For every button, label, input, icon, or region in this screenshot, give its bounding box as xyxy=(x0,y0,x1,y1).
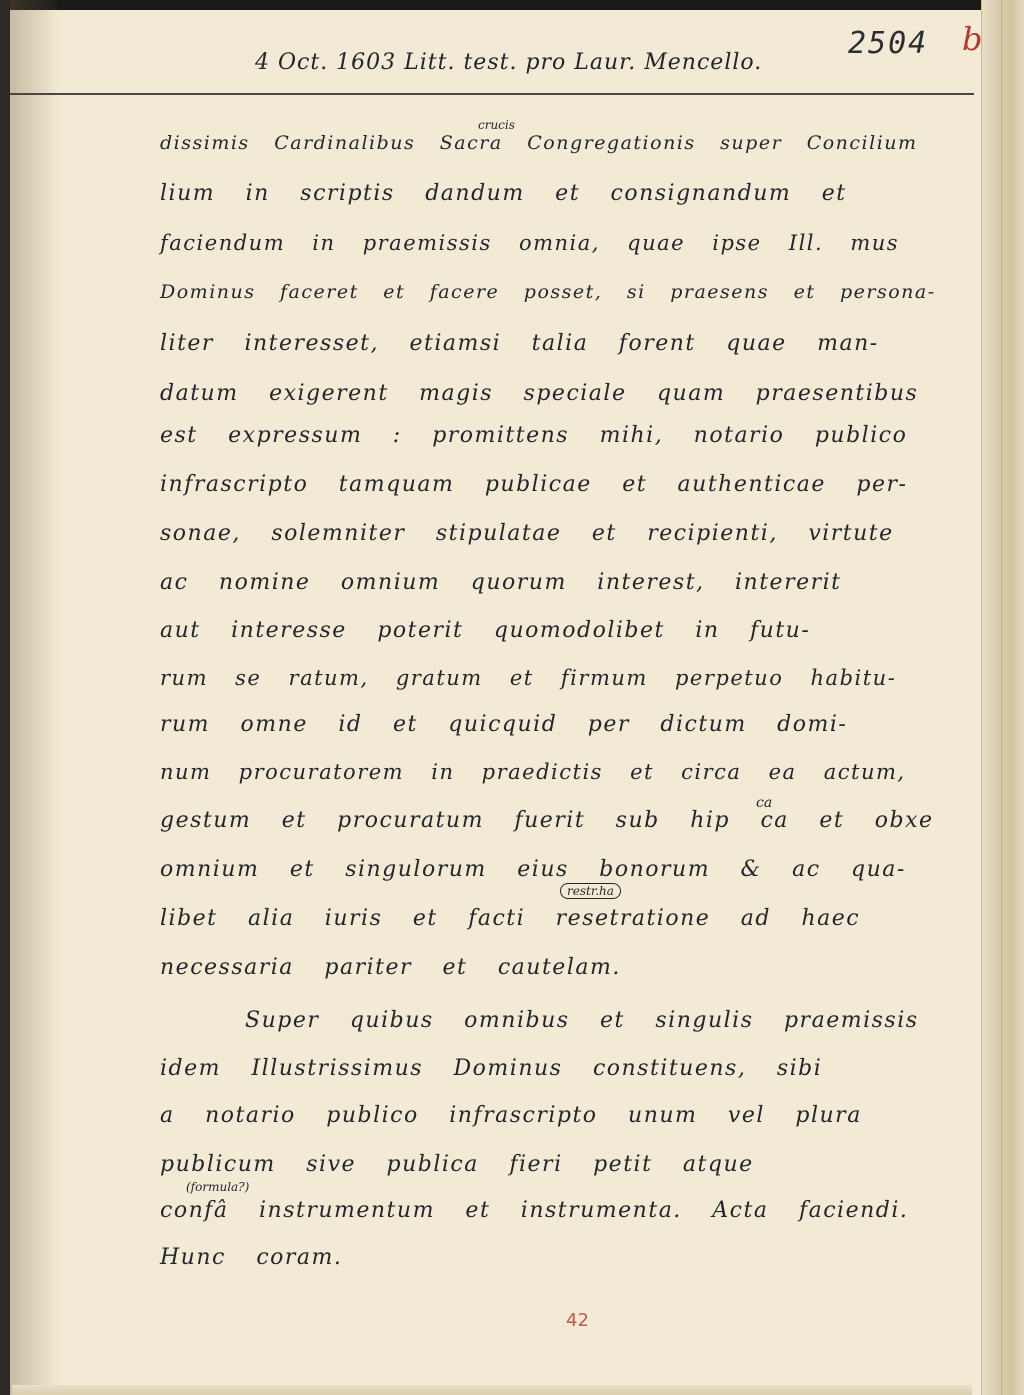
text-line: faciendum in praemissis omnia, quae ipse Ill. mus xyxy=(160,231,900,255)
text-line: omnium et singulorum eius bonorum & ac qua- xyxy=(160,857,906,882)
text-line: sonae, solemniter stipulatae et recipienti, virtute xyxy=(160,521,894,546)
text-line: a notario publico infrascripto unum vel plura xyxy=(160,1103,862,1128)
scan-left-edge xyxy=(0,0,10,1395)
text-line: confâ instrumentum et instrumenta. Acta faciendi. xyxy=(160,1198,909,1223)
text-line: est expressum : promittens mihi, notario publico xyxy=(160,423,908,448)
text-line: Super quibus omnibus et singulis praemissis xyxy=(245,1008,919,1033)
red-marginal-mark: b xyxy=(962,20,983,58)
interlinear-formula: (formula?) xyxy=(186,1180,250,1194)
page-shadow xyxy=(10,0,60,1395)
scan-top-edge xyxy=(0,0,1024,10)
folio-number: 2504 xyxy=(848,26,929,61)
header-rule xyxy=(10,93,974,95)
text-line: lium in scriptis dandum et consignandum et xyxy=(160,181,847,206)
text-line: dissimis Cardinalibus Sacra Congregationis super Concilium xyxy=(160,132,918,154)
text-line: publicum sive publica fieri petit atque xyxy=(160,1152,754,1177)
text-line: num procuratorem in praedictis et circa ea actum, xyxy=(160,760,906,784)
text-line: ac nomine omnium quorum interest, intererit xyxy=(160,570,842,595)
page-number: 42 xyxy=(566,1310,589,1331)
text-line: necessaria pariter et cautelam. xyxy=(160,955,621,980)
page-header: 4 Oct. 1603 Litt. test. pro Laur. Mencello. xyxy=(255,50,763,75)
interlinear-ca: ca xyxy=(756,795,773,811)
text-line: aut interesse poterit quomodolibet in futu- xyxy=(160,618,811,643)
interlinear-crucis: crucis xyxy=(478,118,515,132)
text-line: liter interesset, etiamsi talia forent quae man- xyxy=(160,331,879,356)
text-line: gestum et procuratum fuerit sub hip ca et obxe xyxy=(160,808,934,833)
text-line: libet alia iuris et facti resetratione ad haec xyxy=(160,906,861,931)
book-binding xyxy=(981,0,1024,1395)
text-line: Hunc coram. xyxy=(160,1245,343,1270)
text-line: infrascripto tamquam publicae et authenticae per- xyxy=(160,472,908,497)
text-line: idem Illustrissimus Dominus constituens, sibi xyxy=(160,1056,823,1081)
text-line: datum exigerent magis speciale quam praesentibus xyxy=(160,381,919,406)
text-line: rum se ratum, gratum et firmum perpetuo habitu- xyxy=(160,666,897,690)
text-line: Dominus faceret et facere posset, si praesens et persona- xyxy=(160,281,936,303)
interlinear-restrictione: restr.ha xyxy=(560,883,621,899)
text-line: rum omne id et quicquid per dictum domi- xyxy=(160,712,848,737)
page-bottom-edge xyxy=(12,1385,972,1395)
